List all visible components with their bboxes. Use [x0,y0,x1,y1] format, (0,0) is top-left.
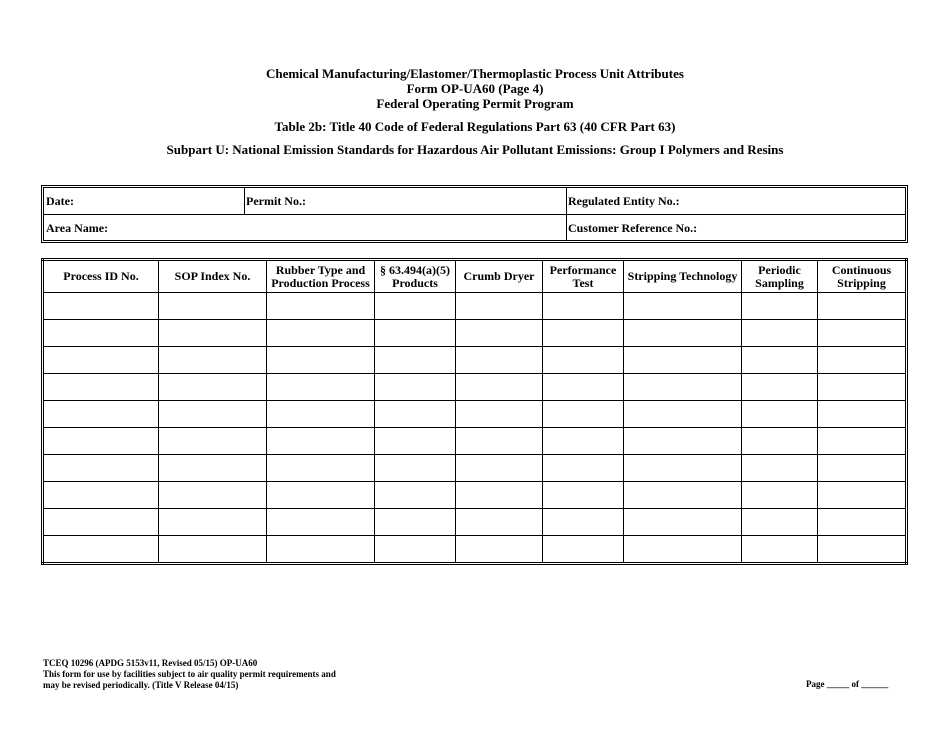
table-cell[interactable] [742,401,818,428]
table-row [43,401,907,428]
subpart-title: Subpart U: National Emission Standards for Hazardous Air Pollutant Emissions: Group I Polymers and Resins [166,142,784,157]
table-cell[interactable] [624,401,742,428]
table-cell[interactable] [456,509,543,536]
table-cell[interactable] [543,428,624,455]
table-cell[interactable] [456,428,543,455]
table-cell[interactable] [159,320,267,347]
table-cell[interactable] [624,536,742,564]
table-cell[interactable] [375,293,456,320]
table-cell[interactable] [624,509,742,536]
table-cell[interactable] [159,293,267,320]
table-cell[interactable] [624,482,742,509]
table-cell[interactable] [818,374,907,401]
col-continuous-stripping: Continuous Stripping [818,260,907,293]
table-cell[interactable] [267,509,375,536]
table-cell[interactable] [43,536,159,564]
table-cell[interactable] [818,482,907,509]
table-cell[interactable] [742,482,818,509]
table-cell[interactable] [159,428,267,455]
table-cell[interactable] [267,347,375,374]
table-cell[interactable] [43,374,159,401]
table-cell[interactable] [818,347,907,374]
date-field[interactable]: Date: [46,194,74,208]
table-cell[interactable] [818,428,907,455]
table-row [43,536,907,564]
table-cell[interactable] [543,482,624,509]
table-cell[interactable] [742,320,818,347]
program-name: Federal Operating Permit Program [376,96,574,111]
footer-note-1: This form for use by facilities subject to air quality permit requirements and [43,669,336,679]
regulated-entity-field[interactable]: Regulated Entity No.: [568,194,680,208]
customer-reference-field[interactable]: Customer Reference No.: [568,221,698,235]
table-cell[interactable] [159,374,267,401]
table-cell[interactable] [456,347,543,374]
table-cell[interactable] [742,374,818,401]
table-cell[interactable] [624,320,742,347]
form-number: Form OP-UA60 (Page 4) [406,81,544,96]
info-divider-2 [566,188,567,240]
table-cell[interactable] [375,536,456,564]
col-stripping-technology: Stripping Technology [624,260,742,293]
info-divider-1 [244,188,245,214]
table-cell[interactable] [742,428,818,455]
table-cell[interactable] [456,320,543,347]
table-cell[interactable] [543,374,624,401]
table-row [43,293,907,320]
table-cell[interactable] [543,320,624,347]
table-cell[interactable] [267,293,375,320]
table-cell[interactable] [43,482,159,509]
table-cell[interactable] [456,536,543,564]
table-cell[interactable] [456,374,543,401]
form-title-line1: Chemical Manufacturing/Elastomer/Thermoplastic Process Unit Attributes [266,66,684,81]
table-cell[interactable] [43,347,159,374]
table-cell[interactable] [159,482,267,509]
info-box [41,185,908,243]
table-cell[interactable] [375,455,456,482]
table-cell[interactable] [742,509,818,536]
table-cell[interactable] [543,509,624,536]
table-cell[interactable] [818,401,907,428]
table-cell[interactable] [456,401,543,428]
table-cell[interactable] [742,347,818,374]
table-cell[interactable] [624,293,742,320]
table-cell[interactable] [267,455,375,482]
col-performance-test: Performance Test [543,260,624,293]
footer-form-id: TCEQ 10296 (APDG 5153v11, Revised 05/15) OP-UA60 [43,658,258,668]
table-cell[interactable] [375,509,456,536]
table-row [43,374,907,401]
table-cell[interactable] [43,401,159,428]
table-cell[interactable] [818,293,907,320]
table-cell[interactable] [159,347,267,374]
table-cell[interactable] [159,536,267,564]
table-cell[interactable] [742,536,818,564]
table-cell[interactable] [624,428,742,455]
area-name-field[interactable]: Area Name: [46,221,109,235]
table-cell[interactable] [43,293,159,320]
permit-no-field[interactable]: Permit No.: [246,194,306,208]
col-sop-index: SOP Index No. [159,260,267,293]
table-cell[interactable] [43,455,159,482]
table-cell[interactable] [375,482,456,509]
table-cell[interactable] [267,536,375,564]
table-cell[interactable] [818,320,907,347]
table-cell[interactable] [624,347,742,374]
table-cell[interactable] [43,509,159,536]
table-cell[interactable] [159,401,267,428]
table-cell[interactable] [818,509,907,536]
table-title: Table 2b: Title 40 Code of Federal Regulations Part 63 (40 CFR Part 63) [274,119,676,134]
col-periodic-sampling: Periodic Sampling [742,260,818,293]
table-row [43,482,907,509]
table-cell[interactable] [267,482,375,509]
table-row [43,509,907,536]
table-cell[interactable] [43,320,159,347]
attributes-table [41,258,908,565]
table-cell[interactable] [742,455,818,482]
footer-notes [43,658,336,691]
col-rubber-type: Rubber Type and Production Process [267,260,375,293]
form-title [0,66,950,111]
table-cell[interactable] [267,320,375,347]
table-cell[interactable] [267,428,375,455]
table-cell[interactable] [818,455,907,482]
table-cell[interactable] [456,482,543,509]
table-cell[interactable] [159,509,267,536]
table-row [43,320,907,347]
footer-note-2: may be revised periodically. (Title V Release 04/15) [43,680,239,690]
info-divider-horizontal [44,214,905,215]
table-cell[interactable] [267,401,375,428]
table-cell[interactable] [543,293,624,320]
table-cell[interactable] [159,455,267,482]
table-cell[interactable] [375,347,456,374]
table-cell[interactable] [375,428,456,455]
table-cell[interactable] [818,536,907,564]
table-cell[interactable] [543,536,624,564]
table-cell[interactable] [543,401,624,428]
col-crumb-dryer: Crumb Dryer [456,260,543,293]
table-cell[interactable] [742,293,818,320]
table-header-row [43,260,907,293]
table-cell[interactable] [624,455,742,482]
table-row [43,347,907,374]
table-cell[interactable] [375,374,456,401]
table-cell[interactable] [456,455,543,482]
table-cell[interactable] [543,347,624,374]
table-row [43,455,907,482]
col-products: § 63.494(a)(5) Products [375,260,456,293]
table-cell[interactable] [375,401,456,428]
page-number[interactable]: Page _____ of ______ [806,679,889,689]
table-cell[interactable] [267,374,375,401]
table-cell[interactable] [43,428,159,455]
table-cell[interactable] [375,320,456,347]
table-row [43,428,907,455]
table-cell[interactable] [456,293,543,320]
table-cell[interactable] [543,455,624,482]
table-cell[interactable] [624,374,742,401]
col-process-id: Process ID No. [43,260,159,293]
